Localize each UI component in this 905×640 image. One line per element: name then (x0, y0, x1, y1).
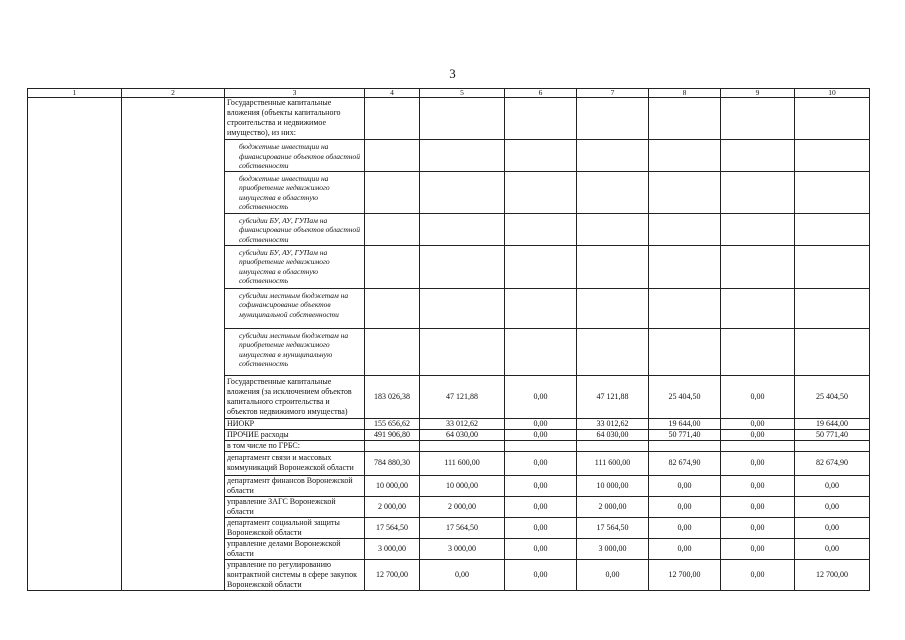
value-cell: 155 656,62 (365, 418, 420, 429)
value-cell: 50 771,40 (795, 429, 870, 440)
value-cell (795, 440, 870, 451)
value-cell: 183 026,38 (365, 375, 420, 418)
value-cell: 2 000,00 (365, 496, 420, 517)
col-header-6: 6 (505, 89, 577, 98)
value-cell: 0,00 (505, 429, 577, 440)
page-number: 3 (449, 66, 456, 81)
value-cell (420, 328, 505, 375)
value-cell (721, 98, 795, 140)
row-label: управление ЗАГС Воронежской области (225, 496, 365, 517)
row-label: НИОКР (225, 418, 365, 429)
value-cell (721, 140, 795, 172)
value-cell: 64 030,00 (420, 429, 505, 440)
row-label: бюджетные инвестиции на финансирование объектов областной собственности (225, 140, 365, 172)
table-row (28, 98, 870, 140)
value-cell (420, 245, 505, 288)
value-cell: 17 564,50 (420, 517, 505, 538)
row-label: департамент финансов Воронежской области (225, 475, 365, 496)
value-cell (577, 98, 649, 140)
value-cell (420, 213, 505, 245)
col-header-2: 2 (122, 89, 225, 98)
value-cell (505, 440, 577, 451)
value-cell: 0,00 (505, 496, 577, 517)
value-cell (577, 213, 649, 245)
value-cell: 784 880,30 (365, 451, 420, 475)
value-cell (577, 140, 649, 172)
col-header-8: 8 (649, 89, 721, 98)
col-header-5: 5 (420, 89, 505, 98)
row-label: бюджетные инвестиции на приобретение недвижимого имущества в областную собственность (225, 171, 365, 213)
row-label: департамент социальной защиты Воронежской области (225, 517, 365, 538)
row-label: субсидии местным бюджетам на софинансирование объектов муниципальной собственности (225, 288, 365, 328)
col-header-4: 4 (365, 89, 420, 98)
value-cell: 33 012,62 (420, 418, 505, 429)
value-cell: 33 012,62 (577, 418, 649, 429)
value-cell (365, 440, 420, 451)
value-cell (577, 288, 649, 328)
value-cell (420, 171, 505, 213)
value-cell (505, 245, 577, 288)
value-cell (577, 328, 649, 375)
value-cell (420, 288, 505, 328)
col-header-1: 1 (28, 89, 122, 98)
value-cell (365, 171, 420, 213)
value-cell: 10 000,00 (365, 475, 420, 496)
value-cell: 3 000,00 (420, 538, 505, 559)
value-cell: 12 700,00 (649, 559, 721, 590)
value-cell: 0,00 (721, 429, 795, 440)
value-cell: 17 564,50 (577, 517, 649, 538)
value-cell (721, 171, 795, 213)
row-label: Государственные капитальные вложения (объекты капитального строительства и недвижимое имущество), из них: (225, 98, 365, 140)
value-cell (795, 171, 870, 213)
value-cell: 25 404,50 (795, 375, 870, 418)
row-label: Государственные капитальные вложения (за исключением объектов капитального строительства и объектов недвижимого имущества) (225, 375, 365, 418)
value-cell (649, 328, 721, 375)
value-cell (721, 440, 795, 451)
value-cell: 0,00 (795, 475, 870, 496)
value-cell: 82 674,90 (795, 451, 870, 475)
row-label: управление делами Воронежской области (225, 538, 365, 559)
value-cell (649, 171, 721, 213)
value-cell (420, 98, 505, 140)
col-header-9: 9 (721, 89, 795, 98)
value-cell: 3 000,00 (577, 538, 649, 559)
value-cell: 0,00 (505, 418, 577, 429)
row-label: ПРОЧИЕ расходы (225, 429, 365, 440)
value-cell (365, 288, 420, 328)
value-cell: 0,00 (649, 475, 721, 496)
value-cell (721, 288, 795, 328)
value-cell: 0,00 (721, 418, 795, 429)
value-cell: 0,00 (649, 496, 721, 517)
budget-table (27, 88, 870, 591)
column-1-cell (28, 98, 122, 591)
value-cell: 3 000,00 (365, 538, 420, 559)
value-cell: 0,00 (649, 538, 721, 559)
value-cell (795, 140, 870, 172)
value-cell (649, 213, 721, 245)
row-label: субсидии БУ, АУ, ГУПам на финансирование объектов областной собственности (225, 213, 365, 245)
value-cell (649, 140, 721, 172)
value-cell: 0,00 (721, 538, 795, 559)
col-header-7: 7 (577, 89, 649, 98)
value-cell: 47 121,88 (577, 375, 649, 418)
value-cell: 0,00 (721, 375, 795, 418)
value-cell: 0,00 (721, 559, 795, 590)
value-cell (721, 245, 795, 288)
value-cell (577, 171, 649, 213)
value-cell: 111 600,00 (420, 451, 505, 475)
row-label: в том числе по ГРБС: (225, 440, 365, 451)
value-cell: 0,00 (795, 538, 870, 559)
value-cell (365, 98, 420, 140)
value-cell: 2 000,00 (577, 496, 649, 517)
value-cell: 82 674,90 (649, 451, 721, 475)
col-header-3: 3 (225, 89, 365, 98)
value-cell: 491 906,80 (365, 429, 420, 440)
value-cell: 0,00 (505, 451, 577, 475)
value-cell (795, 245, 870, 288)
value-cell: 0,00 (649, 517, 721, 538)
value-cell (649, 288, 721, 328)
value-cell (505, 171, 577, 213)
value-cell: 111 600,00 (577, 451, 649, 475)
value-cell (577, 440, 649, 451)
value-cell: 0,00 (721, 475, 795, 496)
column-2-cell (122, 98, 225, 591)
value-cell (420, 140, 505, 172)
value-cell (505, 288, 577, 328)
value-cell (505, 328, 577, 375)
value-cell: 17 564,50 (365, 517, 420, 538)
value-cell (420, 440, 505, 451)
header-row (28, 89, 870, 98)
value-cell: 12 700,00 (795, 559, 870, 590)
value-cell: 0,00 (505, 475, 577, 496)
value-cell: 2 000,00 (420, 496, 505, 517)
row-label: управление по регулированию контрактной системы в сфере закупок Воронежской области (225, 559, 365, 590)
value-cell (365, 245, 420, 288)
value-cell: 0,00 (420, 559, 505, 590)
value-cell: 0,00 (795, 517, 870, 538)
value-cell (649, 440, 721, 451)
value-cell (505, 213, 577, 245)
value-cell: 64 030,00 (577, 429, 649, 440)
value-cell: 0,00 (795, 496, 870, 517)
value-cell (505, 140, 577, 172)
value-cell (365, 213, 420, 245)
value-cell: 0,00 (577, 559, 649, 590)
value-cell: 0,00 (721, 496, 795, 517)
table-body (28, 98, 870, 591)
value-cell (649, 98, 721, 140)
value-cell: 0,00 (505, 375, 577, 418)
value-cell: 25 404,50 (649, 375, 721, 418)
value-cell: 50 771,40 (649, 429, 721, 440)
row-label: департамент связи и массовых коммуникаций Воронежской области (225, 451, 365, 475)
value-cell (795, 328, 870, 375)
value-cell (721, 328, 795, 375)
col-header-10: 10 (795, 89, 870, 98)
value-cell: 0,00 (721, 517, 795, 538)
value-cell: 0,00 (505, 559, 577, 590)
value-cell (365, 140, 420, 172)
value-cell (795, 98, 870, 140)
row-label: субсидии БУ, АУ, ГУПам на приобретение недвижимого имущества в областную собственность (225, 245, 365, 288)
value-cell (721, 213, 795, 245)
value-cell: 12 700,00 (365, 559, 420, 590)
value-cell: 0,00 (505, 538, 577, 559)
value-cell: 10 000,00 (577, 475, 649, 496)
value-cell: 0,00 (721, 451, 795, 475)
value-cell (795, 288, 870, 328)
value-cell: 19 644,00 (795, 418, 870, 429)
value-cell (505, 98, 577, 140)
value-cell: 47 121,88 (420, 375, 505, 418)
value-cell: 19 644,00 (649, 418, 721, 429)
value-cell: 0,00 (505, 517, 577, 538)
value-cell (649, 245, 721, 288)
value-cell: 10 000,00 (420, 475, 505, 496)
value-cell (795, 213, 870, 245)
row-label: субсидии местным бюджетам на приобретение недвижимого имущества в муниципальную собственность (225, 328, 365, 375)
value-cell (577, 245, 649, 288)
value-cell (365, 328, 420, 375)
